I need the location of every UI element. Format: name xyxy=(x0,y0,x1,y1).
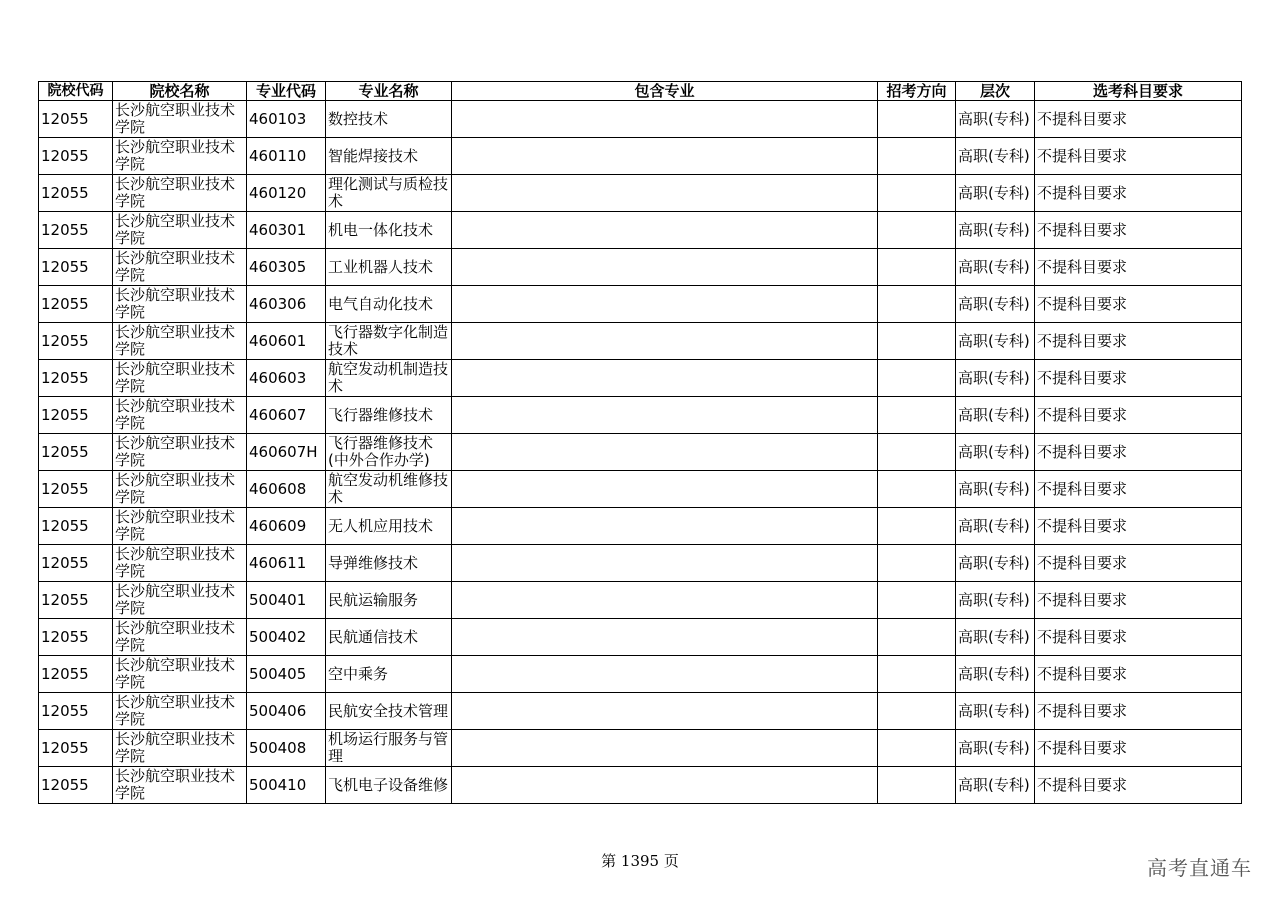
cell-subject-requirement: 不提科目要求 xyxy=(1035,656,1242,693)
cell-major-name: 飞行器维修技术 xyxy=(326,397,452,434)
cell-direction xyxy=(878,730,956,767)
cell-school-name: 长沙航空职业技术学院 xyxy=(113,545,247,582)
cell-included-majors xyxy=(452,582,878,619)
cell-school-code: 12055 xyxy=(39,508,113,545)
cell-major-code: 460120 xyxy=(247,175,326,212)
cell-subject-requirement: 不提科目要求 xyxy=(1035,582,1242,619)
cell-major-code: 500405 xyxy=(247,656,326,693)
header-major-code: 专业代码 xyxy=(247,82,326,101)
cell-level: 高职(专科) xyxy=(956,286,1035,323)
cell-subject-requirement: 不提科目要求 xyxy=(1035,767,1242,804)
cell-major-code: 500406 xyxy=(247,693,326,730)
cell-included-majors xyxy=(452,286,878,323)
table-row xyxy=(39,138,1242,175)
cell-school-code: 12055 xyxy=(39,397,113,434)
cell-subject-requirement: 不提科目要求 xyxy=(1035,545,1242,582)
cell-subject-requirement: 不提科目要求 xyxy=(1035,138,1242,175)
cell-direction xyxy=(878,360,956,397)
cell-direction xyxy=(878,619,956,656)
cell-school-name: 长沙航空职业技术学院 xyxy=(113,619,247,656)
cell-school-code: 12055 xyxy=(39,656,113,693)
table-row xyxy=(39,175,1242,212)
cell-subject-requirement: 不提科目要求 xyxy=(1035,249,1242,286)
table-row xyxy=(39,730,1242,767)
cell-subject-requirement: 不提科目要求 xyxy=(1035,471,1242,508)
cell-school-code: 12055 xyxy=(39,767,113,804)
cell-school-name: 长沙航空职业技术学院 xyxy=(113,360,247,397)
cell-level: 高职(专科) xyxy=(956,545,1035,582)
table-row xyxy=(39,693,1242,730)
cell-direction xyxy=(878,286,956,323)
table-row xyxy=(39,323,1242,360)
majors-table xyxy=(38,81,1242,804)
cell-subject-requirement: 不提科目要求 xyxy=(1035,101,1242,138)
header-direction: 招考方向 xyxy=(878,82,956,101)
header-major-name: 专业名称 xyxy=(326,82,452,101)
cell-subject-requirement: 不提科目要求 xyxy=(1035,693,1242,730)
cell-direction xyxy=(878,767,956,804)
cell-major-name: 智能焊接技术 xyxy=(326,138,452,175)
cell-school-name: 长沙航空职业技术学院 xyxy=(113,508,247,545)
cell-school-name: 长沙航空职业技术学院 xyxy=(113,582,247,619)
watermark-text: 高考直通车 xyxy=(1147,856,1252,880)
cell-subject-requirement: 不提科目要求 xyxy=(1035,323,1242,360)
cell-major-code: 500402 xyxy=(247,619,326,656)
cell-school-code: 12055 xyxy=(39,693,113,730)
cell-level: 高职(专科) xyxy=(956,471,1035,508)
cell-school-code: 12055 xyxy=(39,138,113,175)
header-included-majors: 包含专业 xyxy=(452,82,878,101)
cell-direction xyxy=(878,434,956,471)
cell-level: 高职(专科) xyxy=(956,582,1035,619)
cell-school-code: 12055 xyxy=(39,101,113,138)
cell-major-name: 理化测试与质检技术 xyxy=(326,175,452,212)
cell-level: 高职(专科) xyxy=(956,360,1035,397)
cell-included-majors xyxy=(452,212,878,249)
cell-school-code: 12055 xyxy=(39,434,113,471)
cell-school-name: 长沙航空职业技术学院 xyxy=(113,693,247,730)
cell-included-majors xyxy=(452,471,878,508)
cell-major-code: 460608 xyxy=(247,471,326,508)
cell-school-name: 长沙航空职业技术学院 xyxy=(113,286,247,323)
cell-major-code: 460103 xyxy=(247,101,326,138)
cell-level: 高职(专科) xyxy=(956,767,1035,804)
cell-school-code: 12055 xyxy=(39,249,113,286)
cell-direction xyxy=(878,212,956,249)
cell-included-majors xyxy=(452,360,878,397)
cell-included-majors xyxy=(452,249,878,286)
header-row xyxy=(39,82,1242,101)
cell-subject-requirement: 不提科目要求 xyxy=(1035,175,1242,212)
cell-school-name: 长沙航空职业技术学院 xyxy=(113,730,247,767)
cell-school-code: 12055 xyxy=(39,619,113,656)
table-row xyxy=(39,545,1242,582)
table-row xyxy=(39,212,1242,249)
cell-major-code: 460607 xyxy=(247,397,326,434)
cell-level: 高职(专科) xyxy=(956,656,1035,693)
cell-subject-requirement: 不提科目要求 xyxy=(1035,286,1242,323)
cell-subject-requirement: 不提科目要求 xyxy=(1035,397,1242,434)
cell-school-code: 12055 xyxy=(39,286,113,323)
cell-major-name: 电气自动化技术 xyxy=(326,286,452,323)
cell-major-name: 数控技术 xyxy=(326,101,452,138)
header-school-code: 院校代码 xyxy=(39,82,113,101)
cell-major-name: 飞行器数字化制造技术 xyxy=(326,323,452,360)
cell-school-name: 长沙航空职业技术学院 xyxy=(113,249,247,286)
table-row xyxy=(39,434,1242,471)
cell-direction xyxy=(878,323,956,360)
cell-included-majors xyxy=(452,175,878,212)
table-row xyxy=(39,286,1242,323)
cell-major-code: 500401 xyxy=(247,582,326,619)
cell-level: 高职(专科) xyxy=(956,508,1035,545)
table-header xyxy=(39,82,1242,101)
cell-school-name: 长沙航空职业技术学院 xyxy=(113,656,247,693)
cell-school-code: 12055 xyxy=(39,323,113,360)
table-row xyxy=(39,767,1242,804)
cell-level: 高职(专科) xyxy=(956,693,1035,730)
cell-level: 高职(专科) xyxy=(956,175,1035,212)
cell-school-name: 长沙航空职业技术学院 xyxy=(113,397,247,434)
cell-school-name: 长沙航空职业技术学院 xyxy=(113,471,247,508)
cell-direction xyxy=(878,656,956,693)
cell-major-code: 460305 xyxy=(247,249,326,286)
cell-included-majors xyxy=(452,545,878,582)
header-school-name: 院校名称 xyxy=(113,82,247,101)
cell-school-name: 长沙航空职业技术学院 xyxy=(113,323,247,360)
cell-school-code: 12055 xyxy=(39,471,113,508)
cell-level: 高职(专科) xyxy=(956,397,1035,434)
table-row xyxy=(39,471,1242,508)
cell-direction xyxy=(878,175,956,212)
cell-level: 高职(专科) xyxy=(956,730,1035,767)
table-row xyxy=(39,101,1242,138)
cell-included-majors xyxy=(452,397,878,434)
header-subject-requirement: 选考科目要求 xyxy=(1035,82,1242,101)
cell-level: 高职(专科) xyxy=(956,619,1035,656)
cell-major-name: 工业机器人技术 xyxy=(326,249,452,286)
cell-subject-requirement: 不提科目要求 xyxy=(1035,212,1242,249)
cell-direction xyxy=(878,138,956,175)
cell-major-code: 500408 xyxy=(247,730,326,767)
cell-major-code: 460110 xyxy=(247,138,326,175)
cell-major-name: 导弹维修技术 xyxy=(326,545,452,582)
cell-level: 高职(专科) xyxy=(956,212,1035,249)
cell-major-code: 460611 xyxy=(247,545,326,582)
cell-included-majors xyxy=(452,434,878,471)
cell-major-name: 机场运行服务与管理 xyxy=(326,730,452,767)
cell-included-majors xyxy=(452,101,878,138)
cell-included-majors xyxy=(452,656,878,693)
cell-major-name: 空中乘务 xyxy=(326,656,452,693)
cell-school-name: 长沙航空职业技术学院 xyxy=(113,767,247,804)
cell-school-name: 长沙航空职业技术学院 xyxy=(113,434,247,471)
cell-school-name: 长沙航空职业技术学院 xyxy=(113,101,247,138)
table-row xyxy=(39,656,1242,693)
cell-included-majors xyxy=(452,508,878,545)
cell-subject-requirement: 不提科目要求 xyxy=(1035,434,1242,471)
cell-direction xyxy=(878,545,956,582)
cell-school-name: 长沙航空职业技术学院 xyxy=(113,138,247,175)
cell-major-name: 机电一体化技术 xyxy=(326,212,452,249)
cell-level: 高职(专科) xyxy=(956,138,1035,175)
cell-included-majors xyxy=(452,138,878,175)
cell-school-code: 12055 xyxy=(39,212,113,249)
cell-major-name: 民航安全技术管理 xyxy=(326,693,452,730)
table-row xyxy=(39,619,1242,656)
cell-included-majors xyxy=(452,730,878,767)
table-row xyxy=(39,582,1242,619)
cell-school-code: 12055 xyxy=(39,582,113,619)
cell-level: 高职(专科) xyxy=(956,249,1035,286)
cell-major-code: 460601 xyxy=(247,323,326,360)
header-level: 层次 xyxy=(956,82,1035,101)
cell-direction xyxy=(878,693,956,730)
cell-major-name: 无人机应用技术 xyxy=(326,508,452,545)
cell-school-name: 长沙航空职业技术学院 xyxy=(113,175,247,212)
cell-level: 高职(专科) xyxy=(956,323,1035,360)
cell-major-name: 航空发动机维修技术 xyxy=(326,471,452,508)
cell-major-code: 460306 xyxy=(247,286,326,323)
cell-subject-requirement: 不提科目要求 xyxy=(1035,360,1242,397)
cell-major-name: 飞机电子设备维修 xyxy=(326,767,452,804)
cell-direction xyxy=(878,249,956,286)
cell-direction xyxy=(878,101,956,138)
cell-major-name: 民航通信技术 xyxy=(326,619,452,656)
cell-major-code: 460609 xyxy=(247,508,326,545)
cell-major-code: 460607H xyxy=(247,434,326,471)
cell-major-code: 500410 xyxy=(247,767,326,804)
cell-level: 高职(专科) xyxy=(956,434,1035,471)
cell-direction xyxy=(878,397,956,434)
table-row xyxy=(39,360,1242,397)
table-row xyxy=(39,508,1242,545)
cell-included-majors xyxy=(452,693,878,730)
cell-school-name: 长沙航空职业技术学院 xyxy=(113,212,247,249)
cell-direction xyxy=(878,508,956,545)
cell-subject-requirement: 不提科目要求 xyxy=(1035,508,1242,545)
table-row xyxy=(39,397,1242,434)
cell-included-majors xyxy=(452,619,878,656)
cell-major-name: 飞行器维修技术(中外合作办学) xyxy=(326,434,452,471)
cell-major-code: 460603 xyxy=(247,360,326,397)
table-body xyxy=(39,101,1242,804)
cell-major-name: 民航运输服务 xyxy=(326,582,452,619)
cell-school-code: 12055 xyxy=(39,175,113,212)
cell-school-code: 12055 xyxy=(39,360,113,397)
cell-direction xyxy=(878,582,956,619)
cell-subject-requirement: 不提科目要求 xyxy=(1035,730,1242,767)
cell-direction xyxy=(878,471,956,508)
cell-school-code: 12055 xyxy=(39,730,113,767)
cell-major-name: 航空发动机制造技术 xyxy=(326,360,452,397)
cell-included-majors xyxy=(452,323,878,360)
cell-level: 高职(专科) xyxy=(956,101,1035,138)
cell-major-code: 460301 xyxy=(247,212,326,249)
cell-school-code: 12055 xyxy=(39,545,113,582)
cell-included-majors xyxy=(452,767,878,804)
table-row xyxy=(39,249,1242,286)
page-number: 第 1395 页 xyxy=(601,852,679,870)
cell-subject-requirement: 不提科目要求 xyxy=(1035,619,1242,656)
